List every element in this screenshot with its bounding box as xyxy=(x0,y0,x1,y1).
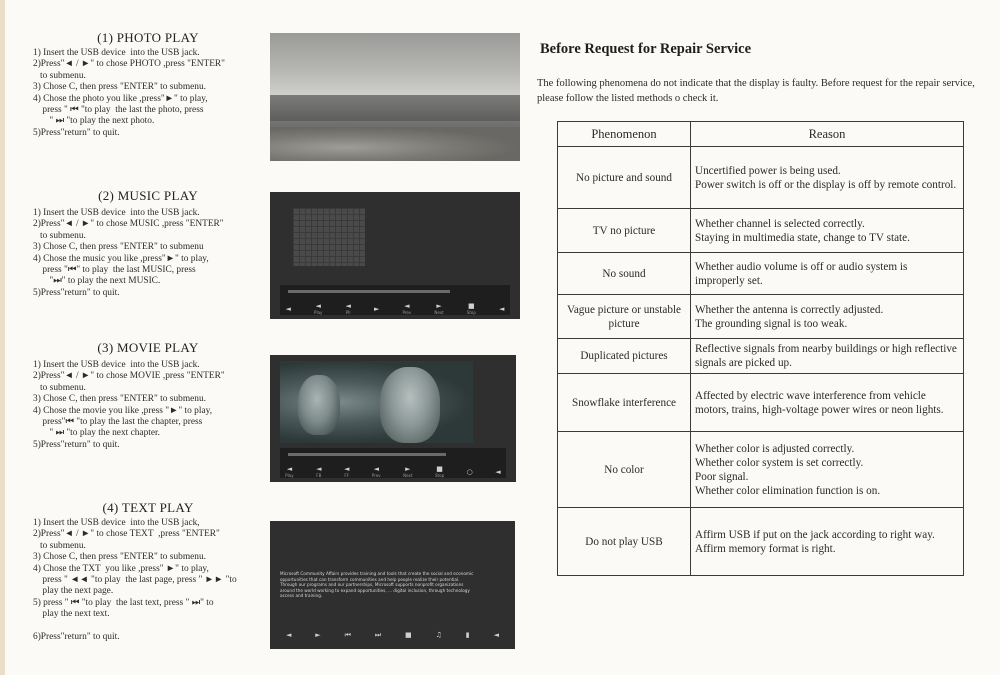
phenomenon-cell: TV no picture xyxy=(558,209,691,253)
step-line: 4) Chose the music you like ,press"►" to play, xyxy=(33,253,209,264)
control-glyph: ◄ xyxy=(404,302,410,310)
page-title: Before Request for Repair Service xyxy=(540,41,752,57)
control-label: Pll xyxy=(345,310,351,315)
phenomenon-cell: No sound xyxy=(558,253,691,295)
control-glyph: ◄ xyxy=(285,304,291,313)
player-control-icon[interactable] xyxy=(467,302,476,315)
control-glyph: ♫ xyxy=(435,631,442,639)
player-control-icon[interactable] xyxy=(434,302,443,315)
step-line: to submenu. xyxy=(33,230,86,241)
control-glyph: ◄ xyxy=(315,302,321,310)
phenomenon-cell: Duplicated pictures xyxy=(558,339,691,374)
player-control-icon[interactable] xyxy=(375,631,381,639)
player-control-icon[interactable] xyxy=(403,302,412,315)
movie-play-section xyxy=(33,340,501,480)
reason-line: Whether the antenna is correctly adjusted. xyxy=(695,303,884,316)
movie-character-left xyxy=(298,375,340,435)
control-label: Prev xyxy=(402,310,412,315)
step-line: 3) Chose C, then press "ENTER" to submenu. xyxy=(33,394,207,405)
player-control-icon[interactable] xyxy=(344,465,349,478)
movie-player-screen xyxy=(270,355,516,482)
player-control-icon[interactable] xyxy=(316,465,321,478)
step-line: 2)Press"◄ / ►" to chose PHOTO ,press "ENTER" xyxy=(33,59,226,70)
control-label: Stop xyxy=(435,473,445,478)
step-line: "⏭" to play the next MUSIC. xyxy=(33,276,161,287)
shore-area xyxy=(270,127,520,161)
player-control-icon[interactable] xyxy=(466,631,470,639)
control-glyph: ⏭ xyxy=(374,631,382,639)
step-line: press "⏮" to play the last MUSIC, press xyxy=(33,265,196,276)
text-play-section xyxy=(33,500,499,660)
intro-text: The following phenomena do not indicate that the display is faulty. Before request for the repair service, please follow the listed methods o check it. xyxy=(537,78,975,104)
reason-cell xyxy=(691,147,964,209)
step-line: 1) Insert the USB device into the USB jack. xyxy=(33,360,200,370)
reason-line: Uncertified power is being used. xyxy=(695,164,841,177)
control-label: Prev xyxy=(371,473,381,478)
reason-line: Power switch is off or the display is off by remote control. xyxy=(695,178,957,191)
text-controls xyxy=(274,631,511,639)
sea-area xyxy=(270,95,520,121)
control-glyph: ■ xyxy=(405,631,412,639)
control-glyph: ► xyxy=(374,304,380,313)
section-title: (3) MOVIE PLAY xyxy=(97,340,199,355)
control-label: Stop xyxy=(466,310,476,315)
step-line: play the next text. xyxy=(33,609,110,620)
control-glyph: ► xyxy=(436,302,442,310)
step-line: to submenu. xyxy=(33,540,86,551)
step-line: to submenu. xyxy=(33,382,86,393)
player-control-icon[interactable] xyxy=(436,631,442,639)
progress-track xyxy=(288,290,450,293)
section-title: (4) TEXT PLAY xyxy=(102,500,194,515)
header-phenomenon: Phenomenon xyxy=(558,122,691,147)
control-label: FB xyxy=(316,473,322,478)
movie-controls xyxy=(274,465,512,478)
reason-line: Reflective signals from nearby buildings or high reflective signals are picked up. xyxy=(695,343,957,369)
control-label: Play xyxy=(314,310,323,315)
control-glyph: ► xyxy=(405,465,411,473)
phenomenon-cell: Snowflake interference xyxy=(558,374,691,432)
table-row xyxy=(558,432,964,508)
control-glyph: ⏮ xyxy=(344,631,351,639)
control-glyph: ◄ xyxy=(345,302,351,310)
table-row xyxy=(558,374,964,432)
player-control-icon[interactable] xyxy=(374,305,379,313)
reason-cell xyxy=(691,253,964,295)
table-body xyxy=(558,147,964,576)
photo-preview xyxy=(270,33,520,161)
section-title: (1) PHOTO PLAY xyxy=(97,30,199,45)
control-glyph: ◄ xyxy=(286,465,293,473)
step-line: 4) Chose the movie you like ,press "►" to play, xyxy=(33,405,213,416)
step-line: to submenu. xyxy=(33,70,86,81)
player-control-icon[interactable] xyxy=(372,465,381,478)
music-player-screen xyxy=(270,192,520,319)
phenomenon-cell: No color xyxy=(558,432,691,508)
music-controls xyxy=(274,302,516,315)
reason-line: Whether audio volume is off or audio system is improperly set. xyxy=(695,260,908,287)
reason-line: Staying in multimedia state, change to TV state. xyxy=(695,231,910,244)
step-line: 1) Insert the USB device into the USB jack. xyxy=(33,208,200,218)
table-header-row xyxy=(558,122,964,147)
reason-line: Whether color elimination function is on. xyxy=(695,484,881,497)
control-glyph: ◄ xyxy=(498,304,505,313)
control-glyph: ◄ xyxy=(344,465,350,473)
table-row xyxy=(558,295,964,339)
player-control-icon[interactable] xyxy=(403,465,412,478)
music-play-section xyxy=(33,188,505,323)
reason-line: Poor signal. xyxy=(695,470,749,483)
player-control-icon[interactable] xyxy=(435,465,444,478)
control-glyph: ■ xyxy=(468,302,475,310)
player-control-icon[interactable] xyxy=(494,631,499,639)
reason-cell xyxy=(691,508,964,576)
progress-track xyxy=(288,453,446,456)
movie-play-steps xyxy=(33,360,269,451)
control-glyph: ◄ xyxy=(493,631,499,639)
phenomenon-cell: Vague picture or unstable picture xyxy=(558,295,691,339)
album-art-placeholder xyxy=(293,208,365,266)
reason-cell xyxy=(691,432,964,508)
step-line: 2)Press"◄ / ►" to chose MOVIE ,press "ENTER" xyxy=(33,371,225,382)
control-glyph: ► xyxy=(315,631,321,639)
player-control-icon[interactable] xyxy=(285,465,293,478)
step-line: press " ⏮ "to play the last the photo, press xyxy=(33,105,204,116)
step-line: 2)Press"◄ / ►" to chose TEXT ,press "ENTER" xyxy=(33,529,220,540)
control-label: FF xyxy=(344,473,350,478)
step-line: 6)Press"return" to quit. xyxy=(33,632,120,643)
player-control-icon[interactable] xyxy=(286,631,291,639)
photo-play-section xyxy=(33,30,495,165)
step-line: 3) Chose C, then press "ENTER" to submenu xyxy=(33,242,204,253)
phenomenon-cell: No picture and sound xyxy=(558,147,691,209)
text-reader-screen xyxy=(270,521,515,649)
control-glyph: ◄ xyxy=(373,465,379,473)
reason-line: Whether color is adjusted correctly. xyxy=(695,442,855,455)
step-line: 5)Press"return" to quit. xyxy=(33,287,120,298)
control-glyph: ▮ xyxy=(465,631,470,639)
step-line: 4) Chose the TXT you like ,press" ►" to play, xyxy=(33,563,209,574)
player-control-icon[interactable] xyxy=(405,631,412,639)
reason-line: Affected by electric wave interference from vehicle motors, trains, high-voltage power wires or neon lights. xyxy=(695,389,944,416)
step-line: 3) Chose C, then press "ENTER" to submenu. xyxy=(33,552,207,563)
control-label: Play xyxy=(285,473,294,478)
player-control-icon[interactable] xyxy=(499,305,504,313)
control-glyph: ○ xyxy=(466,467,473,476)
page-edge xyxy=(0,0,5,675)
repair-table xyxy=(557,121,964,576)
player-control-icon[interactable] xyxy=(495,468,500,476)
reason-cell xyxy=(691,209,964,253)
control-glyph: ◄ xyxy=(316,465,322,473)
step-line: 5) press " ⏮ "to play the last text, press " ⏭" to xyxy=(33,597,214,608)
step-line: press"⏮ "to play the last the chapter, press xyxy=(33,417,203,428)
step-line: " ⏭ "to play the next photo. xyxy=(33,116,155,127)
header-reason: Reason xyxy=(691,122,964,147)
step-line: 3) Chose C, then press "ENTER" to submenu. xyxy=(33,82,207,93)
table-row xyxy=(558,209,964,253)
step-line: 2)Press"◄ / ►" to chose MUSIC ,press "ENTER" xyxy=(33,219,224,230)
movie-character-right xyxy=(380,367,440,443)
reason-cell xyxy=(691,339,964,374)
phenomenon-cell: Do not play USB xyxy=(558,508,691,576)
step-line: " ⏭ "to play the next chapter. xyxy=(33,428,160,439)
reason-line: Whether channel is selected correctly. xyxy=(695,217,865,230)
control-glyph: ◄ xyxy=(495,467,501,476)
control-label: Next xyxy=(403,473,413,478)
control-glyph: ■ xyxy=(436,465,443,473)
reason-line: The grounding signal is too weak. xyxy=(695,317,848,330)
reader-text: Microsoft Community Affairs provides training and tools that create the social and economic opportunities that can transform communities and help people realize their potential. Through our programs and our partnerships, Microsoft supports nonprofit organizations around the world working to expand opportunities, ... digital inclusion, through technology access and training. xyxy=(280,571,474,599)
player-control-icon[interactable] xyxy=(315,631,320,639)
control-label: Next xyxy=(434,310,444,315)
player-control-icon[interactable] xyxy=(345,631,351,639)
section-title: (2) MUSIC PLAY xyxy=(98,188,198,203)
reason-cell xyxy=(691,374,964,432)
table-row xyxy=(558,339,964,374)
player-control-icon[interactable] xyxy=(346,302,351,315)
reason-cell xyxy=(691,295,964,339)
text-play-steps xyxy=(33,518,269,643)
step-line: 4) Chose the photo you like ,press"►" to play, xyxy=(33,93,208,104)
step-line: 5)Press"return" to quit. xyxy=(33,127,120,138)
step-line: 5)Press"return" to quit. xyxy=(33,439,120,450)
reason-line: Whether color system is set correctly. xyxy=(695,456,864,469)
table-row xyxy=(558,253,964,295)
player-control-icon[interactable] xyxy=(286,305,291,313)
reason-line: Affirm memory format is right. xyxy=(695,542,836,555)
table-row xyxy=(558,508,964,576)
step-line: 1) Insert the USB device into the USB jack, xyxy=(33,518,200,528)
player-control-icon[interactable] xyxy=(467,468,473,476)
step-line: press " ◄◄ "to play the last page, press " ►► "to xyxy=(33,575,237,586)
table-row xyxy=(558,147,964,209)
step-line xyxy=(33,621,269,632)
step-line: 1) Insert the USB device into the USB jack. xyxy=(33,48,200,58)
music-play-steps xyxy=(33,208,269,299)
photo-play-steps xyxy=(33,48,269,139)
step-line: play the next page. xyxy=(33,586,114,597)
control-glyph: ◄ xyxy=(285,631,292,639)
reason-line: Affirm USB if put on the jack according to right way. xyxy=(695,528,935,541)
player-control-icon[interactable] xyxy=(314,302,322,315)
movie-frame xyxy=(280,361,473,443)
